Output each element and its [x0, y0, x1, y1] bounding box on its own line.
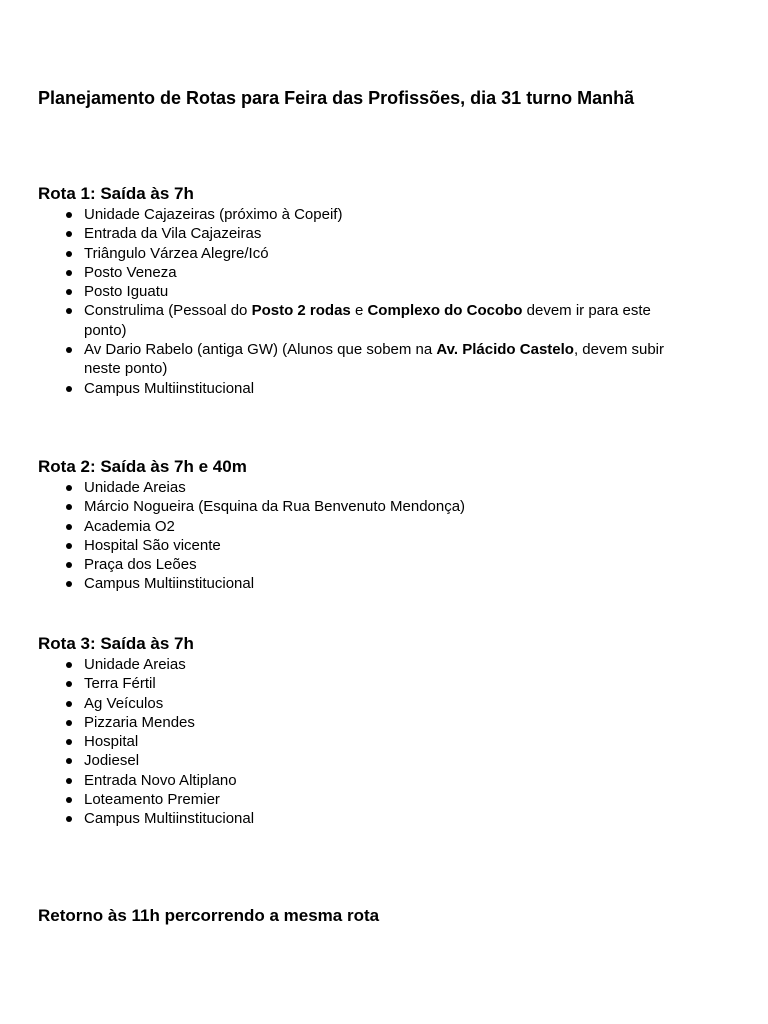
text-segment: e — [350, 302, 368, 320]
bullet-icon — [66, 270, 72, 276]
bold-text-segment: Complexo do Cocobo — [367, 302, 523, 320]
route-stop-item — [38, 694, 688, 713]
bullet-icon — [66, 720, 72, 726]
route-stop-text: Terra Fértil — [84, 675, 156, 693]
route-stop-item — [38, 340, 688, 379]
route-1-stop-list — [38, 205, 688, 398]
bullet-icon — [66, 504, 72, 510]
bullet-icon — [66, 251, 72, 257]
bullet-icon — [66, 386, 72, 392]
route-stop-text — [84, 301, 688, 340]
text-segment: , devem subir neste ponto) — [84, 341, 664, 378]
route-stop-item — [38, 478, 688, 497]
route-stop-text: Posto Veneza — [84, 263, 177, 281]
route-stop-item — [38, 301, 688, 340]
route-1-heading: Rota 1: Saída às 7h — [38, 184, 194, 203]
route-stop-text: Jodiesel — [84, 752, 140, 770]
route-stop-text: Unidade Areias — [84, 479, 186, 496]
route-stop-text: Márcio Nogueira (Esquina da Rua Benvenuto Mendonça) — [84, 498, 466, 516]
route-stop-item — [38, 205, 688, 224]
route-stop-item — [38, 713, 688, 732]
route-stop-text: Campus Multiinstitucional — [84, 810, 255, 828]
route-stop-text: Hospital — [84, 733, 139, 751]
route-stop-text: Hospital São vicente — [84, 536, 221, 554]
bullet-icon — [66, 347, 72, 353]
bullet-icon — [66, 308, 72, 314]
bullet-icon — [66, 543, 72, 549]
route-stop-text: Academia O2 — [84, 517, 175, 535]
route-stop-item — [38, 574, 688, 593]
return-note: Retorno às 11h percorrendo a mesma rota — [38, 906, 380, 925]
bullet-icon — [66, 701, 72, 707]
route-stop-item — [38, 379, 688, 398]
route-stop-text: Ag Veículos — [84, 694, 164, 712]
bullet-icon — [66, 778, 72, 784]
route-stop-item — [38, 771, 688, 790]
bullet-icon — [66, 681, 72, 687]
route-2-section — [38, 456, 688, 594]
bullet-icon — [66, 816, 72, 822]
route-stop-text: Loteamento Premier — [84, 791, 220, 809]
route-stop-item — [38, 790, 688, 809]
bold-text-segment: Av. Plácido Castelo — [436, 341, 574, 359]
route-stop-text: Unidade Areias — [84, 656, 186, 673]
route-stop-item — [38, 497, 688, 516]
route-stop-item — [38, 282, 688, 301]
route-stop-item — [38, 751, 688, 770]
bullet-icon — [66, 758, 72, 764]
route-stop-item — [38, 809, 688, 828]
route-stop-text: Entrada Novo Altiplano — [84, 771, 237, 789]
route-3-heading: Rota 3: Saída às 7h — [38, 634, 194, 653]
bold-text-segment: Posto 2 rodas — [251, 302, 351, 320]
bullet-icon — [66, 562, 72, 568]
bullet-icon — [66, 289, 72, 295]
text-segment: devem ir para este ponto) — [84, 302, 651, 339]
route-3-section — [38, 633, 688, 829]
route-stop-item — [38, 674, 688, 693]
route-stop-item — [38, 517, 688, 536]
route-2-heading: Rota 2: Saída às 7h e 40m — [38, 457, 247, 476]
text-segment: Av Dario Rabelo (antiga GW) (Alunos que sobem na — [84, 341, 437, 359]
route-3-stop-list — [38, 655, 688, 829]
bullet-icon — [66, 739, 72, 745]
document-title: Planejamento de Rotas para Feira das Profissões, dia 31 turno Manhã — [38, 88, 635, 108]
bullet-icon — [66, 524, 72, 530]
bullet-icon — [66, 581, 72, 587]
route-stop-item — [38, 655, 688, 674]
route-stop-text: Unidade Cajazeiras (próximo à Copeif) — [84, 206, 343, 223]
route-2-stop-list — [38, 478, 688, 594]
bullet-icon — [66, 212, 72, 218]
bullet-icon — [66, 662, 72, 668]
route-stop-item — [38, 555, 688, 574]
route-stop-item — [38, 732, 688, 751]
bullet-icon — [66, 231, 72, 237]
route-stop-text — [84, 340, 688, 379]
route-stop-item — [38, 224, 688, 243]
route-stop-text: Entrada da Vila Cajazeiras — [84, 225, 262, 243]
route-stop-text: Campus Multiinstitucional — [84, 379, 255, 397]
route-stop-text: Posto Iguatu — [84, 283, 169, 301]
text-segment: Construlima (Pessoal do — [84, 302, 252, 320]
route-stop-text: Triângulo Várzea Alegre/Icó — [84, 244, 269, 262]
bullet-icon — [66, 485, 72, 491]
route-stop-item — [38, 244, 688, 263]
route-stop-item — [38, 263, 688, 282]
bullet-icon — [66, 797, 72, 803]
route-stop-text: Praça dos Leões — [84, 556, 197, 574]
route-stop-item — [38, 536, 688, 555]
route-stop-text: Pizzaria Mendes — [84, 713, 195, 731]
route-1-section — [38, 183, 688, 398]
route-stop-text: Campus Multiinstitucional — [84, 575, 255, 593]
